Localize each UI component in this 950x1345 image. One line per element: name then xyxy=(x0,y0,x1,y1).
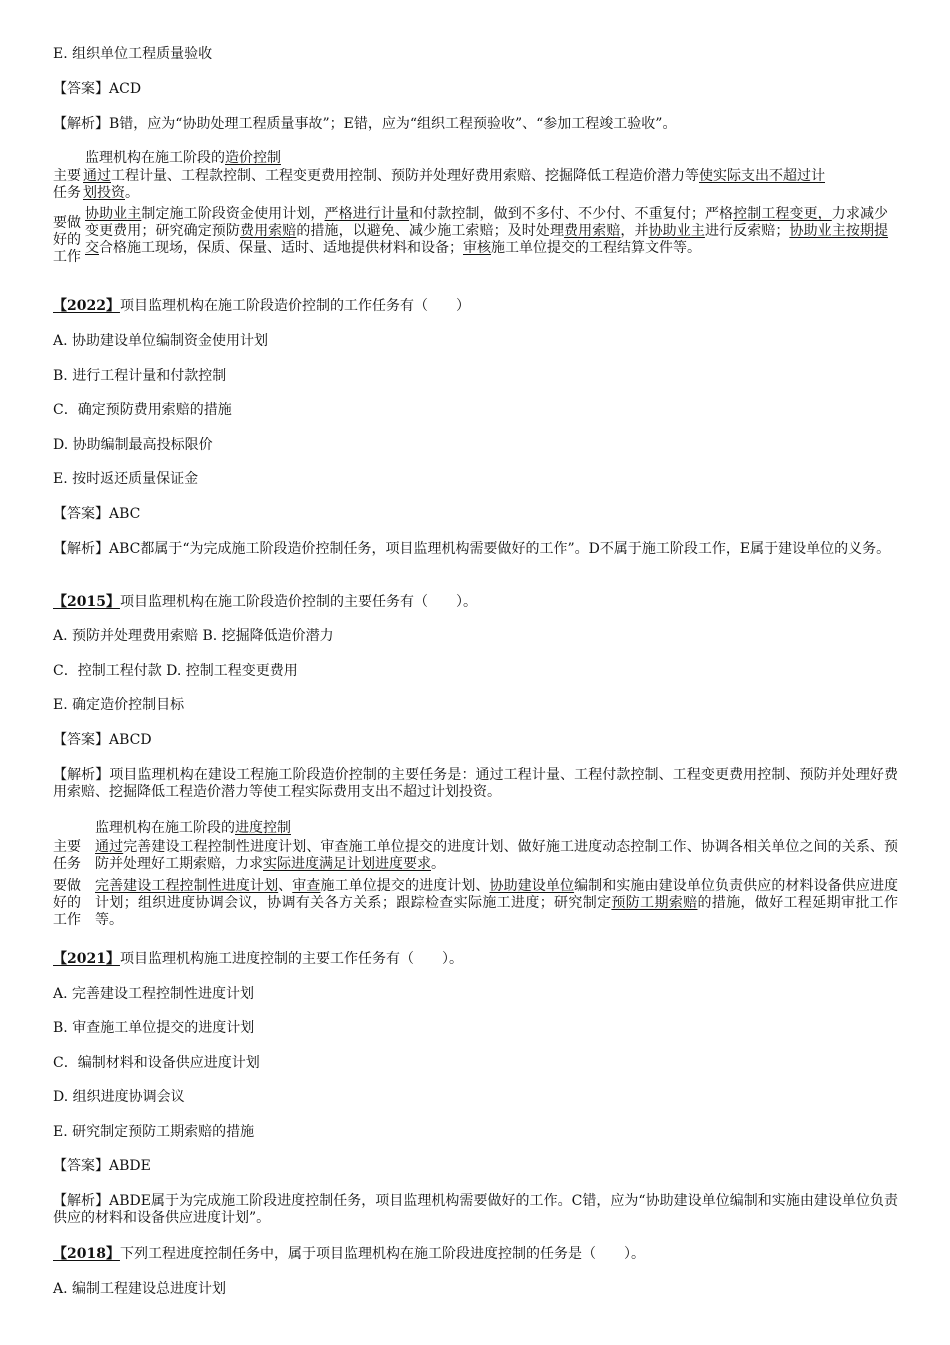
q2021-option-d: D. 组织进度协调会议 xyxy=(53,1089,185,1105)
schedule-row2-text: 完善建设工程控制性进度计划、审查施工单位提交的进度计划、协助建设单位编制和实施由建设单位负责供应的材料设备供应进度计划；组织进度协调会议，协调有关各方关系；跟踪检查实际施工进度；研究制定预防工期索赔的措施，做好工程延期审批工作等。 xyxy=(95,878,899,928)
q2015-option-e: E. 确定造价控制目标 xyxy=(53,697,185,713)
option-e: E. 组织单位工程质量验收 xyxy=(53,46,213,62)
question-2022-stem: 【2022】项目监理机构在施工阶段造价控制的工作任务有（ ） xyxy=(53,298,470,314)
q2015-option-cd: C．控制工程付款 D. 控制工程变更费用 xyxy=(53,663,298,679)
q2015-answer: 【答案】ABCD xyxy=(53,732,152,748)
cost-row1-text: 通过工程计量、工程款控制、工程变更费用控制、预防并处理好费用索赔、挖掘降低工程造价潜力等使实际支出不超过计 xyxy=(83,168,825,184)
schedule-row2-label: 要做好的工作 xyxy=(53,878,81,928)
q2021-option-a: A. 完善建设工程控制性进度计划 xyxy=(53,986,255,1002)
q2022-analysis: 【解析】ABC都属于“为完成施工阶段造价控制任务，项目监理机构需要做好的工作”。D不属于施工阶段工作，E属于建设单位的义务。 xyxy=(53,541,891,557)
q2022-option-b: B. 进行工程计量和付款控制 xyxy=(53,368,227,384)
q2021-answer: 【答案】ABDE xyxy=(53,1158,151,1174)
cost-control-title: 监理机构在施工阶段的造价控制 xyxy=(85,150,281,166)
q2022-option-e: E. 按时返还质量保证金 xyxy=(53,471,199,487)
question-2021-stem: 【2021】项目监理机构施工进度控制的主要工作任务有（ ）。 xyxy=(53,951,463,967)
analysis: 【解析】B错，应为“协助处理工程质量事故”；E错，应为“组织工程预验收”、“参加工程竣工验收”。 xyxy=(53,116,677,132)
cost-row2-text: 协助业主制定施工阶段资金使用计划，严格进行计量和付款控制，做到不多付、不少付、不重复付；严格控制工程变更，力求减少变更费用；研究确定预防费用索赔的措施，以避免、减少施工索赔；及时处理费用索赔，并协助业主进行反索赔；协助业主按期提交合格施工现场，保质、保量、适时、适地提供材料和设备；审核施工单位提交的工程结算文件等。 xyxy=(85,206,889,256)
question-2015-stem: 【2015】项目监理机构在施工阶段造价控制的主要任务有（ ）。 xyxy=(53,594,477,610)
q2021-option-c: C．编制材料和设备供应进度计划 xyxy=(53,1055,260,1071)
answer: 【答案】ACD xyxy=(53,81,142,97)
q2015-option-ab: A. 预防并处理费用索赔 B. 挖掘降低造价潜力 xyxy=(53,628,334,644)
schedule-row1-label: 主要任务 xyxy=(53,839,81,872)
q2021-analysis: 【解析】ABDE属于为完成施工阶段进度控制任务，项目监理机构需要做好的工作。C错，应为“协助建设单位编制和实施由建设单位负责供应的材料和设备供应进度计划”。 xyxy=(53,1193,898,1226)
cost-row1-text-cont: 划投资。 xyxy=(83,185,139,201)
q2021-option-e: E. 研究制定预防工期索赔的措施 xyxy=(53,1124,255,1140)
q2021-option-b: B. 审查施工单位提交的进度计划 xyxy=(53,1020,255,1036)
cost-row1-label: 主要 任务 xyxy=(53,168,81,201)
q2018-option-a: A. 编制工程建设总进度计划 xyxy=(53,1281,227,1297)
q2022-option-a: A. 协助建设单位编制资金使用计划 xyxy=(53,333,269,349)
q2022-option-d: D. 协助编制最高投标限价 xyxy=(53,437,213,453)
q2022-option-c: C．确定预防费用索赔的措施 xyxy=(53,402,232,418)
schedule-control-title: 监理机构在施工阶段的进度控制 xyxy=(95,820,291,836)
q2015-analysis: 【解析】项目监理机构在建设工程施工阶段造价控制的主要任务是：通过工程计量、工程付款控制、工程变更费用控制、预防并处理好费用索赔、挖掘降低工程造价潜力等使工程实际费用支出不超过计划投资。 xyxy=(53,767,898,800)
cost-row2-label: 要做好的工作 xyxy=(53,215,81,265)
schedule-row1-text: 通过完善建设工程控制性进度计划、审查施工单位提交的进度计划、做好施工进度动态控制工作、协调各相关单位之间的关系、预防并处理好工期索赔，力求实际进度满足计划进度要求。 xyxy=(95,839,899,872)
q2022-answer: 【答案】ABC xyxy=(53,506,141,522)
question-2018-stem: 【2018】下列工程进度控制任务中，属于项目监理机构在施工阶段进度控制的任务是（ ）。 xyxy=(53,1246,645,1262)
